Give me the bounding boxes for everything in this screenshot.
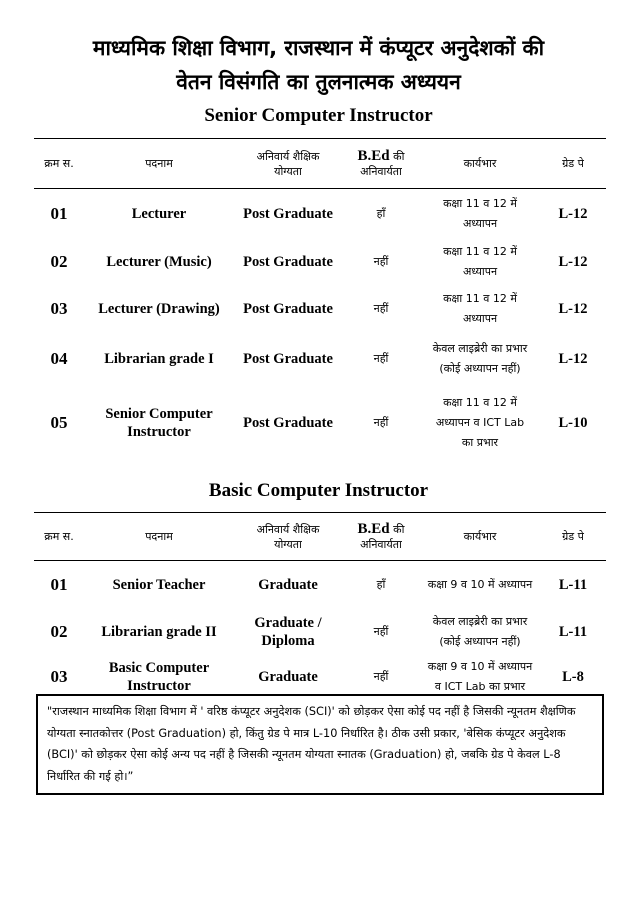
row-workload: कक्षा 11 व 12 में अध्यापन xyxy=(443,196,517,230)
header-bed: B.Ed की अनिवार्यता xyxy=(357,520,405,551)
table-row xyxy=(34,286,606,333)
row-grade-pay: L-11 xyxy=(558,623,588,640)
basic-table xyxy=(34,512,606,699)
row-bed: नहीं xyxy=(373,255,389,268)
row-sno: 05 xyxy=(50,413,68,432)
header-workload: कार्यभार xyxy=(463,157,497,170)
table-header-row xyxy=(34,139,606,189)
row-qualification: Graduate xyxy=(258,576,318,593)
row-sno: 02 xyxy=(50,621,68,641)
row-grade-pay: L-12 xyxy=(558,205,588,222)
row-qualification: Graduate / Diploma xyxy=(254,614,322,649)
senior-table xyxy=(34,138,606,461)
row-workload: कक्षा 11 व 12 में अध्यापन व ICT Lab का प्रभार xyxy=(435,396,525,449)
row-sno: 03 xyxy=(50,666,68,686)
row-workload: कक्षा 11 व 12 में अध्यापन xyxy=(443,292,517,325)
row-workload: केवल लाइब्रेरी का प्रभार (कोई अध्यापन नहीं) xyxy=(432,342,528,375)
row-qualification: Post Graduate xyxy=(243,205,333,222)
table-row xyxy=(34,189,606,239)
row-post: Lecturer (Music) xyxy=(106,254,212,270)
table-row xyxy=(34,561,606,609)
row-post: Lecturer xyxy=(131,205,187,222)
header-post: पदनाम xyxy=(145,530,173,543)
row-bed: हाँ xyxy=(376,577,386,591)
row-grade-pay: L-12 xyxy=(558,301,588,317)
row-post: Librarian grade II xyxy=(101,623,217,640)
row-bed: नहीं xyxy=(373,669,389,683)
row-grade-pay: L-8 xyxy=(562,668,584,685)
row-workload: कक्षा 11 व 12 में अध्यापन xyxy=(443,245,517,278)
table-row xyxy=(34,655,606,699)
row-workload: कक्षा 9 व 10 में अध्यापन xyxy=(427,577,533,591)
table-row xyxy=(34,239,606,286)
header-qualification: अनिवार्य शैक्षिक योग्यता xyxy=(256,149,320,178)
page-title-line-2: वेतन विसंगति का तुलनात्मक अध्ययन xyxy=(176,70,461,94)
row-qualification: Post Graduate xyxy=(243,415,333,431)
row-sno: 04 xyxy=(50,349,68,368)
table-header-row xyxy=(34,513,606,561)
row-sno: 01 xyxy=(50,574,68,594)
row-qualification: Graduate xyxy=(258,668,318,685)
row-qualification: Post Graduate xyxy=(243,254,333,270)
header-grade-pay: ग्रेड पे xyxy=(562,157,584,170)
table-row xyxy=(34,609,606,655)
header-sno: क्रम स. xyxy=(44,530,74,543)
header-grade-pay: ग्रेड पे xyxy=(562,530,584,543)
row-bed: हाँ xyxy=(376,206,386,220)
row-grade-pay: L-12 xyxy=(558,254,588,270)
basic-section-title: Basic Computer Instructor xyxy=(208,480,429,501)
row-sno: 01 xyxy=(50,203,68,223)
row-sno: 02 xyxy=(50,252,68,271)
row-workload: केवल लाइब्रेरी का प्रभार (कोई अध्यापन नहीं) xyxy=(432,614,528,648)
row-qualification: Post Graduate xyxy=(243,351,333,367)
row-grade-pay: L-10 xyxy=(558,415,588,431)
header-workload: कार्यभार xyxy=(463,530,497,543)
header-sno: क्रम स. xyxy=(44,157,74,170)
row-post: Lecturer (Drawing) xyxy=(98,301,220,317)
header-qualification: अनिवार्य शैक्षिक योग्यता xyxy=(256,522,320,551)
senior-section-title: Senior Computer Instructor xyxy=(204,105,433,126)
summary-quote-box: "राजस्थान माध्यमिक शिक्षा विभाग में ' वरिष्ठ कंप्यूटर अनुदेशक (SCI)' को छोड़कर ऐसा कोई पद नहीं है जिसकी न्यूनतम शैक्षणिक योग्यता स्नातकोत्तर (Post Graduation) हो, किंतु ग्रेड पे मात्र L-10 निर्धारित है। ठीक उसी प्रकार, 'बेसिक कंप्यूटर अनुदेशक (BCI)' को छोड़कर ऐसा कोई अन्य पद नहीं है जिसकी न्यूनतम योग्यता स्नातक (Graduation) हो, जबकि ग्रेड पे केवल L-8 निर्धारित की गई हो।” xyxy=(36,694,604,795)
row-workload: कक्षा 9 व 10 में अध्यापन व ICT Lab का प्रभार xyxy=(427,659,533,693)
row-bed: नहीं xyxy=(373,416,389,429)
table-row xyxy=(34,333,606,386)
row-bed: नहीं xyxy=(373,352,389,365)
row-grade-pay: L-12 xyxy=(558,351,588,367)
row-bed: नहीं xyxy=(373,624,389,638)
table-row xyxy=(34,386,606,461)
row-post: Senior Teacher xyxy=(112,576,206,593)
header-bed: B.Ed की अनिवार्यता xyxy=(357,147,405,178)
row-post: Basic Computer Instructor xyxy=(108,659,210,694)
row-sno: 03 xyxy=(50,299,68,318)
row-post: Librarian grade I xyxy=(104,351,214,367)
row-bed: नहीं xyxy=(373,302,389,315)
header-post: पदनाम xyxy=(145,157,173,170)
page-title-line-1: माध्यमिक शिक्षा विभाग, राजस्थान में कंप्यूटर अनुदेशकों की xyxy=(92,36,545,60)
row-post: Senior Computer Instructor xyxy=(105,406,213,440)
row-grade-pay: L-11 xyxy=(558,576,588,593)
row-qualification: Post Graduate xyxy=(243,301,333,317)
